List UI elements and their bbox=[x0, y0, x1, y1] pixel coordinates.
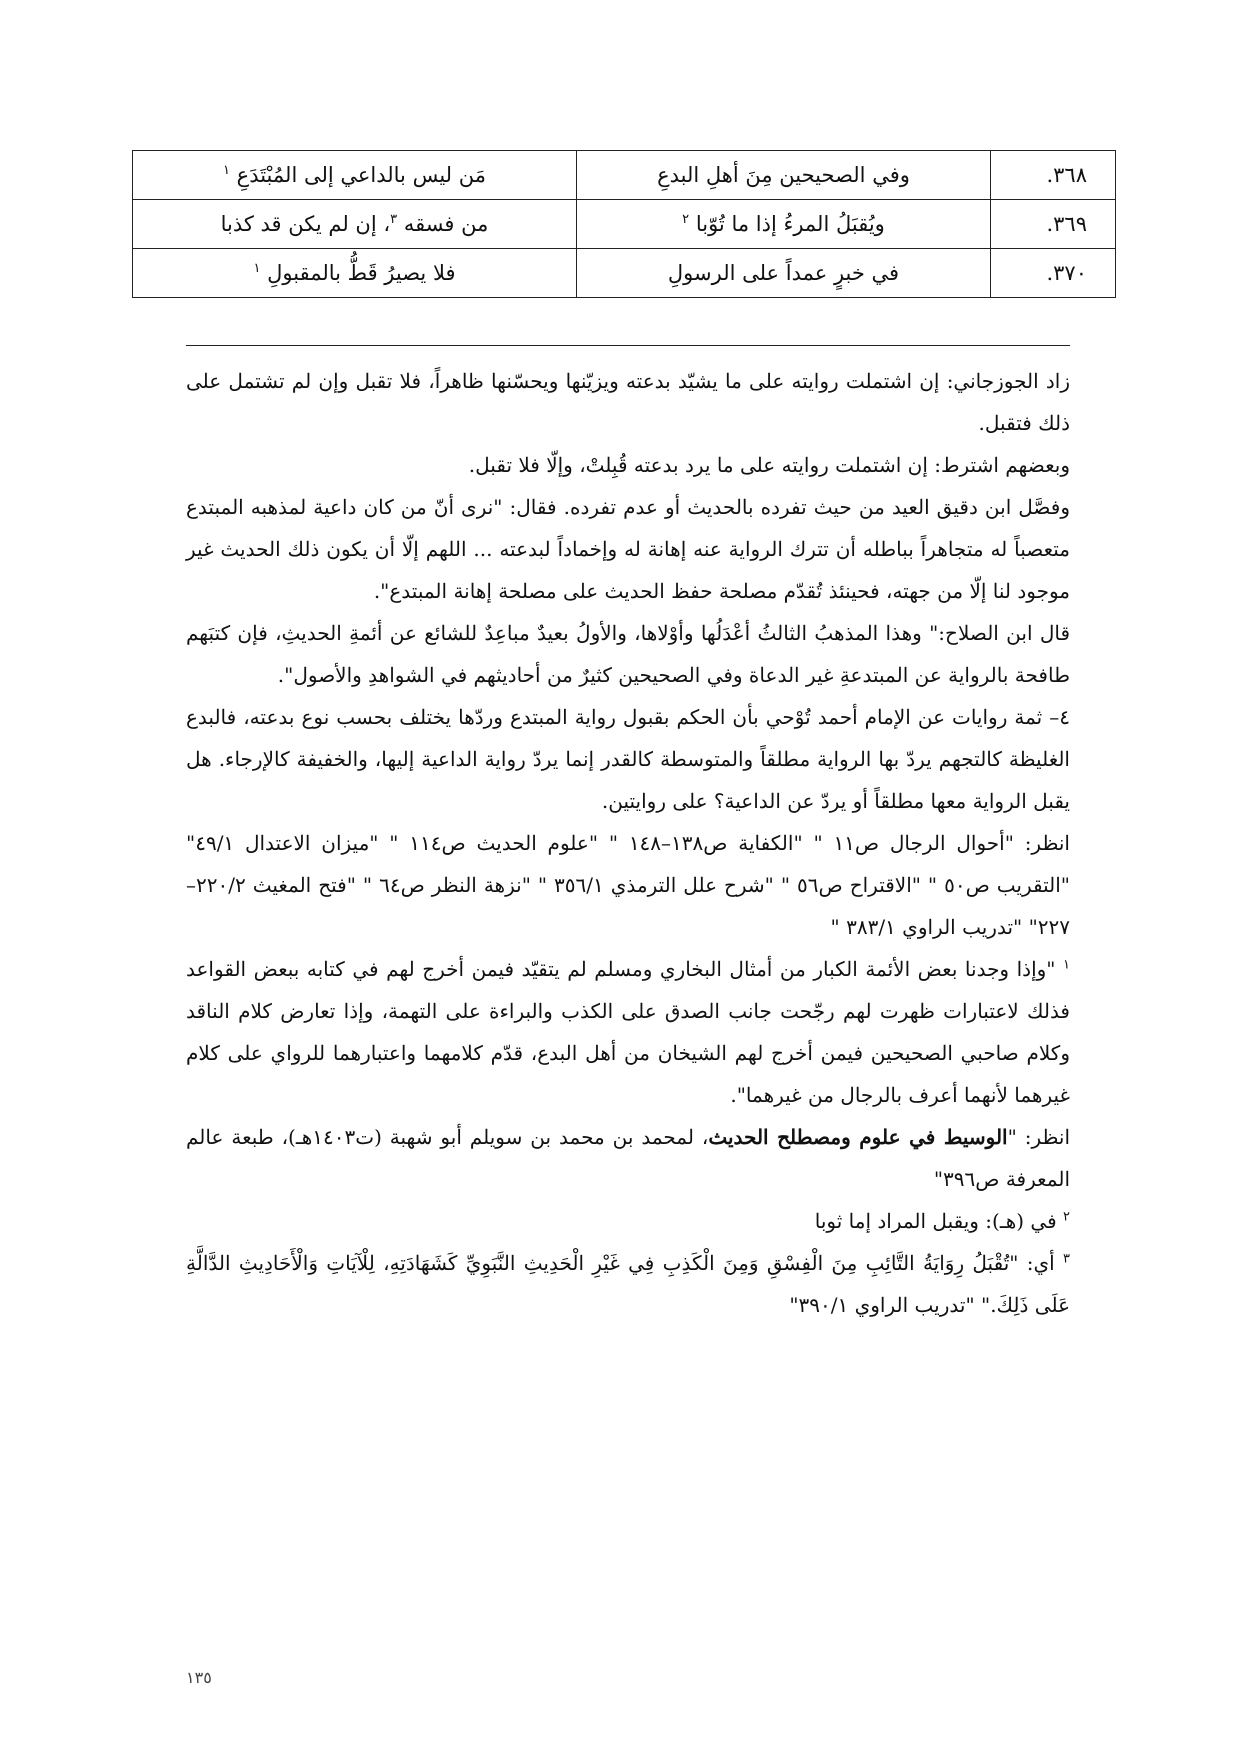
footnote-marker: ٢ bbox=[682, 212, 690, 227]
verse-row bbox=[133, 151, 1116, 200]
page-number: ١٣٥ bbox=[186, 1668, 212, 1687]
verse-first-hemistich: وفي الصحيحين مِنَ أهلِ البدعِ bbox=[577, 151, 991, 200]
footnote-number: ١ bbox=[1063, 957, 1071, 973]
verse-first-hemistich: في خبرٍ عمداً على الرسولِ bbox=[577, 249, 991, 298]
footnote-1: $^١$ "وإذا وجدنا بعض الأئمة الكبار من أمثال البخاري ومسلم لم يتقيّد فيمن أخرج لهم في كتابه ببعض القواعد فذلك لاعتبارات ظهرت لهم رجّحت جانب الصدق على الكذب والبراءة على التهمة، وإذا تعارض كلام الناقد وكلام صاحبي الصحيحين فيمن أخرج لهم الشيخان من أهل البدع، قدّم كلامهما واعتبارهما للرواي على كلام غيرهما لأنهما أعرف بالرجال من غيرهما". bbox=[186, 957, 1071, 1107]
footnote-number: ٣ bbox=[1063, 1251, 1070, 1267]
footnote-3: $^٣$ أي: "تُقْبَلُ رِوَايَةُ التَّائِبِ مِنَ الْفِسْقِ وَمِنَ الْكَذِبِ فِي غَيْرِ الْحَدِيثِ النَّبَوِيِّ كَشَهَادَتِهِ، لِلْآيَاتِ وَالْأَحَادِيثِ الدَّالَّةِ عَلَى ذَلِكَ." "تدريب الراوي ٣٩٠/١" bbox=[186, 1251, 1070, 1317]
verse-table bbox=[132, 150, 1116, 298]
footnote-2: $^٢$ في (هـ): ويقبل المراد إما ثوبا bbox=[814, 1209, 1070, 1233]
book-title: الوسيط في علوم ومصطلح الحديث bbox=[708, 1125, 1008, 1149]
footnote-marker: ٣ bbox=[390, 212, 398, 227]
note-paragraph: قال ابن الصلاح:" وهذا المذهبُ الثالثُ أعْدَلُها وأوْلاها، والأولُ بعيدٌ مباعِدٌ للشائع عن أئمةِ الحديثِ، فإن كتبَهم طافحة بالرواية عن المبتدعةِ غير الدعاة وفي الصحيحين كثيرٌ من أحاديثهم في الشواهدِ والأصول". bbox=[186, 621, 1070, 687]
verse-row bbox=[133, 200, 1116, 249]
verse-second-hemistich: مَن ليس بالداعي إلى المُبْتَدَعِ $^١$ bbox=[133, 151, 577, 200]
note-paragraph: زاد الجوزجاني: إن اشتملت روايته على ما يشيّد بدعته ويزيّنها ويحسّنها ظاهراً، فلا تقبل وإن لم تشتمل على ذلك فتقبل. bbox=[186, 369, 1070, 435]
verse-number: ٣٧٠. bbox=[991, 249, 1116, 298]
verse-first-hemistich: ويُقبَلُ المرءُ إذا ما تُوّبا $^٢$ bbox=[577, 200, 991, 249]
footnote-1-reference: انظر: "الوسيط في علوم ومصطلح الحديث، لمحمد بن محمد بن سويلم أبو شهبة (ت١٤٠٣هـ)، طبعة عالم المعرفة ص٣٩٦" bbox=[186, 1125, 1071, 1191]
footnote-marker: ١ bbox=[223, 163, 230, 178]
footnote-number: ٢ bbox=[1063, 1209, 1070, 1225]
note-paragraph: وفصَّل ابن دقيق العيد من حيث تفرده بالحديث أو عدم تفرده. فقال: "نرى أنّ من كان داعية لمذهبه المبتدع متعصباً له متجاهراً بباطله أن تترك الرواية عنه إهانة له وإخماداً لبدعته ... اللهم إلّا أن يكون ذلك الحديث غير موجود لنا إلّا من جهته، فحينئذ تُقدّم مصلحة حفظ الحديث على مصلحة إهانة المبتدع". bbox=[186, 495, 1070, 603]
verse-row bbox=[133, 249, 1116, 298]
note-paragraph: وبعضهم اشترط: إن اشتملت روايته على ما يرد بدعته قُبِلتْ، وإلّا فلا تقبل. bbox=[468, 453, 1070, 477]
verse-second-hemistich: فلا يصيرُ قَطُّ بالمقبولِ $^١$ bbox=[133, 249, 577, 298]
verse-number: ٣٦٨. bbox=[991, 151, 1116, 200]
footnote-separator bbox=[186, 345, 1070, 346]
verse-second-hemistich: من فسقه $^٣$، إن لم يكن قد كذبا bbox=[133, 200, 577, 249]
footnote-marker: ١ bbox=[253, 261, 261, 276]
note-paragraph: ٤– ثمة روايات عن الإمام أحمد تُوْحي بأن الحكم بقبول رواية المبتدع وردّها يختلف بحسب نوع بدعته، فالبدع الغليظة كالتجهم يردّ بها الرواية مطلقاً والمتوسطة كالقدر إنما يردّ رواية الداعية إليها، والخفيفة كالإرجاء. هل يقبل الرواية معها مطلقاً أو يردّ عن الداعية؟ على روايتين. bbox=[186, 705, 1070, 813]
references-paragraph: انظر: "أحوال الرجال ص١١ " "الكفاية ص١٣٨–١٤٨ " "علوم الحديث ص١١٤ " "ميزان الاعتدال ٤٩/١" "التقريب ص٥٠ " "الاقتراح ص٥٦ " "شرح علل الترمذي ٣٥٦/١ " "نزهة النظر ص٦٤ " "فتح المغيث ٢٢٠/٢–٢٢٧" "تدريب الراوي ٣٨٣/١ " bbox=[186, 831, 1070, 939]
footnotes-body bbox=[186, 360, 1070, 1326]
verse-number: ٣٦٩. bbox=[991, 200, 1116, 249]
